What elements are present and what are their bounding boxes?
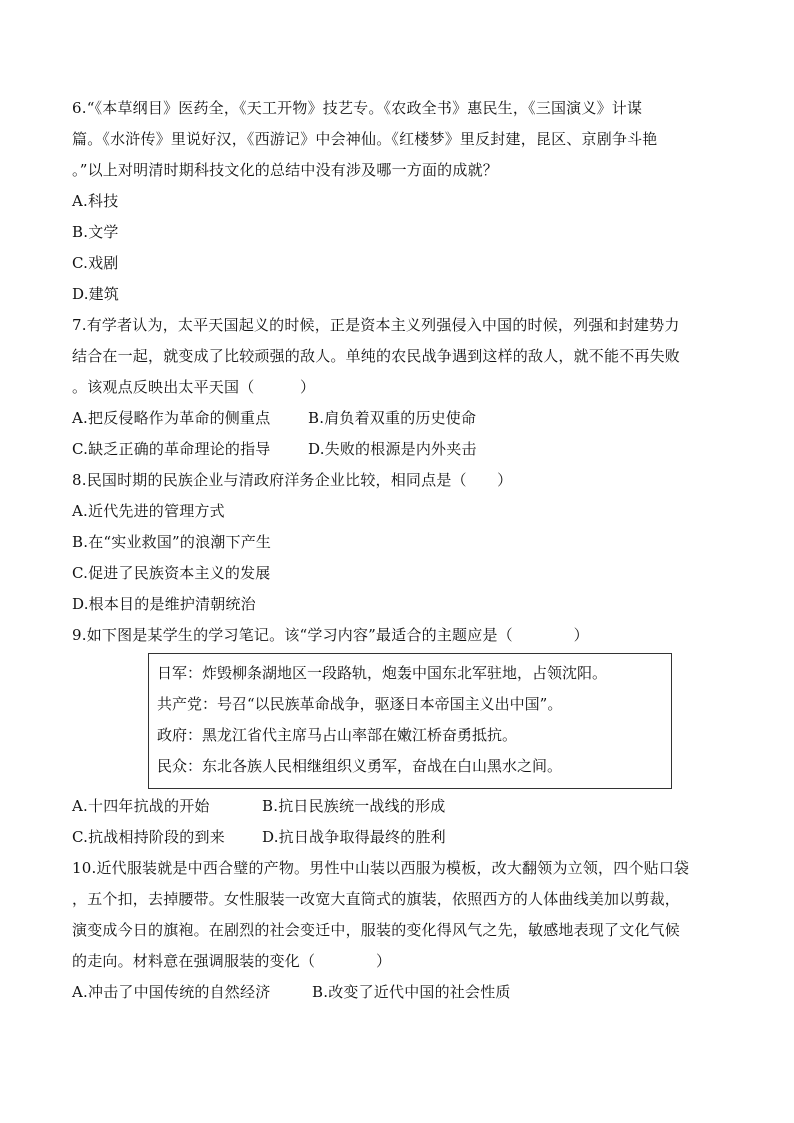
question-6-option-d: D.建筑 [72,285,120,303]
question-10-option-b: B.改变了近代中国的社会性质 [312,983,511,1001]
question-6-stem-line-3: 。”以上对明清时期科技文化的总结中没有涉及哪一方面的成就？ [72,161,498,179]
question-7-option-a: A.把反侵略作为革命的侧重点 [72,409,271,427]
question-9-options-row-2 [72,822,722,853]
question-7-stem-line-2: 结合在一起，就变成了比较顽强的敌人。单纯的农民战争遇到这样的敌人，就不能不再失败 [72,347,681,365]
question-7-option-c: C.缺乏正确的革命理论的指导 [72,440,271,458]
question-6-option-a: A.科技 [72,192,119,210]
question-6 [72,93,722,310]
question-7 [72,310,722,465]
question-8-option-b: B.在“实业救国”的浪潮下产生 [72,533,272,551]
question-9-option-b: B.抗日民族统一战线的形成 [262,797,446,815]
question-7-stem-line-3: 。该观点反映出太平天国（ ） [72,378,316,396]
question-10-stem-line-4: 的走向。材料意在强调服装的变化（ ） [72,952,392,970]
question-6-option-b: B.文学 [72,223,119,241]
question-8-option-d: D.根本目的是维护清朝统治 [72,595,256,613]
question-7-stem-line-1: 7.有学者认为，太平天国起义的时候，正是资本主义列强侵入中国的时候，列强和封建势力 [72,316,680,334]
study-note-communist-party: 共产党：号召“以民族革命战争，驱逐日本帝国主义出中国”。 [157,695,563,713]
question-10-options-row-1 [72,977,722,1008]
question-9-option-c: C.抗战相持阶段的到来 [72,828,225,846]
study-note-box [148,653,672,789]
question-7-options-row-1 [72,403,722,434]
question-6-option-c: C.戏剧 [72,254,119,272]
question-9 [72,620,722,853]
question-9-option-a: A.十四年抗战的开始 [72,797,210,815]
question-10-option-a: A.冲击了中国传统的自然经济 [72,983,271,1001]
study-note-people: 民众：东北各族人民相继组织义勇军，奋战在白山黑水之间。 [157,757,563,775]
question-6-stem-line-1: 6.“《本草纲目》医药全，《天工开物》技艺专。《农政全书》惠民生，《三国演义》计谋 [72,99,643,117]
question-7-option-b: B.肩负着双重的历史使命 [308,409,477,427]
question-9-options-row-1 [72,791,722,822]
question-10-stem-line-2: ，五个扣，去掉腰带。女性服装一改宽大直筒式的旗装，依照西方的人体曲线美加以剪裁， [72,890,681,908]
question-10 [72,853,722,1008]
question-8-stem: 8.民国时期的民族企业与清政府洋务企业比较，相同点是（ ） [72,471,513,489]
question-8-option-c: C.促进了民族资本主义的发展 [72,564,271,582]
question-7-option-d: D.失败的根源是内外夹击 [308,440,477,458]
question-8-option-a: A.近代先进的管理方式 [72,502,225,520]
question-10-stem-line-1: 10.近代服装就是中西合璧的产物。男性中山装以西服为模板，改大翻领为立领，四个贴口袋 [72,859,690,877]
question-8 [72,465,722,620]
question-10-stem-line-3: 演变成今日的旗袍。在剧烈的社会变迁中，服装的变化得风气之先，敏感地表现了文化气候 [72,921,681,939]
exam-page [72,93,722,1008]
study-note-government: 政府：黑龙江省代主席马占山率部在嫩江桥奋勇抵抗。 [157,726,518,744]
question-9-stem: 9.如下图是某学生的学习笔记。该“学习内容”最适合的主题应是（ ） [72,626,589,644]
question-7-options-row-2 [72,434,722,465]
study-note-japanese-army: 日军：炸毁柳条湖地区一段路轨，炮轰中国东北军驻地，占领沈阳。 [157,664,608,682]
question-9-option-d: D.抗日战争取得最终的胜利 [262,828,446,846]
question-6-stem-line-2: 篇。《水浒传》里说好汉，《西游记》中会神仙。《红楼梦》里反封建，昆区、京剧争斗艳 [72,130,658,148]
